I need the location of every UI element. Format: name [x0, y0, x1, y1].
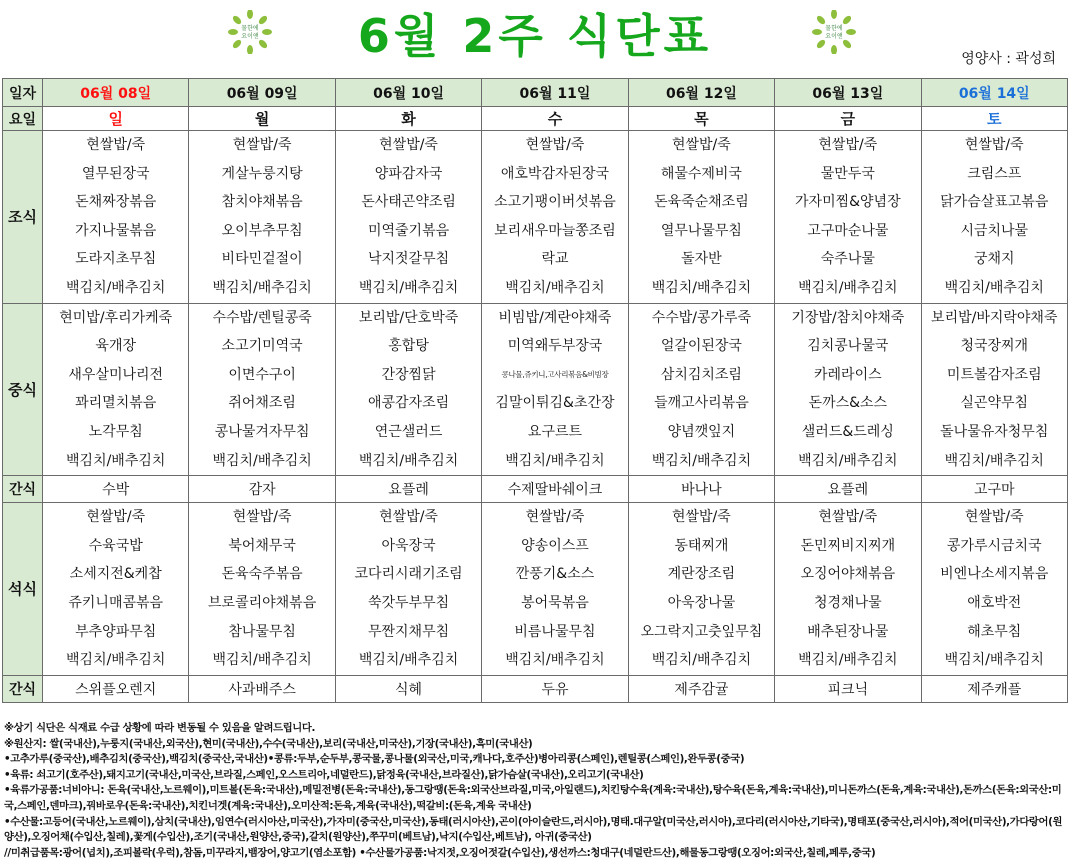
svg-text:요이앤: 요이앤 [825, 33, 843, 40]
menu-item: 꽈리멸치볶음 [75, 395, 157, 412]
menu-item: 물만두국 [820, 165, 875, 182]
dow-label: 요일 [3, 107, 43, 131]
menu-item: 고구마순나물 [807, 222, 889, 239]
menu-cell [189, 503, 335, 676]
dow-cell: 일 [43, 107, 189, 131]
menu-cell [335, 303, 481, 476]
menu-item: 노각무침 [88, 423, 143, 440]
menu-item: 쑥갓두부무침 [367, 594, 450, 611]
menu-item: 해물수제비국 [660, 165, 742, 182]
menu-item: 미역왜두부장국 [507, 338, 603, 355]
menu-cell [482, 303, 628, 476]
menu-item: 백김치/배추김치 [798, 652, 898, 669]
menu-item: 백김치/배추김치 [651, 452, 752, 469]
menu-item: 들깨고사리볶음 [654, 395, 749, 412]
note-line: •육류가공품:너비아니: 돈육(국내산,노르웨이),미트볼(돈육:국내산),메밀전병(돈육:국내산),동그랑땡(돈육:외국산브라질,미국,아일랜드),치킨탕수육(계육:국내산),탕수육(돈육,계육:국내산),미니돈까스(돈육,계육:국내산),돈까스(돈육:외국산:미국,스페인,덴마크),꿔바로우(돈육:국내산),치킨너겟(계육:국내산),오미산적:돈육,계육(국내산),떡갈비:(돈육,계육 국내산) [4, 784, 1062, 812]
menu-item: 깐풍기&소스 [515, 566, 595, 583]
menu-item: 아욱장국 [381, 537, 436, 554]
menu-item: 참나물무침 [228, 623, 296, 640]
menu-item: 돌자반 [681, 251, 722, 268]
menu-item: 백김치/배추김치 [212, 452, 312, 469]
menu-item: 오징어야채볶음 [800, 566, 896, 583]
date-cell: 06월 12일 [628, 79, 774, 107]
menu-item: 현쌀밥/죽 [525, 137, 585, 153]
menu-item: 도라지초무침 [75, 251, 157, 268]
menu-item: 백김치/배추김치 [944, 279, 1044, 296]
menu-item: 돈육죽순채조림 [654, 194, 749, 211]
menu-item: 백김치/배추김치 [212, 652, 312, 669]
dinner-row [3, 503, 1068, 676]
menu-item: 백김치/배추김치 [505, 452, 605, 469]
menu-item: 콩가루시금치국 [946, 537, 1042, 554]
menu-item: 비엔나소세지볶음 [940, 566, 1049, 583]
menu-item: 백김치/배추김치 [944, 452, 1044, 469]
origin-notes [4, 721, 1066, 861]
menu-item: 콩나물겨자무침 [214, 423, 310, 440]
menu-item: 애호박전 [967, 594, 1022, 611]
menu-cell [43, 503, 189, 676]
menu-item: 쥬키니매콤볶음 [68, 594, 164, 611]
menu-item: 현쌀밥/죽 [86, 137, 146, 153]
menu-cell [628, 131, 774, 304]
snack2-row [3, 675, 1068, 702]
menu-cell [43, 303, 189, 476]
snack-cell: 피크닉 [775, 675, 921, 702]
snack-cell: 제주캐플 [921, 675, 1067, 702]
dow-cell: 금 [775, 107, 921, 131]
svg-text:물한에: 물한에 [825, 25, 843, 32]
dinner-label: 석식 [3, 503, 43, 676]
menu-item: 새우살미나리전 [68, 366, 164, 383]
menu-cell [189, 131, 335, 304]
svg-text:요이앤: 요이앤 [241, 33, 259, 40]
snack-row [3, 476, 1068, 503]
menu-item: 참치야채볶음 [221, 194, 303, 211]
dow-row [3, 107, 1068, 131]
menu-item: 소세지전&케찹 [69, 566, 162, 583]
menu-item: 간장찜닭 [381, 366, 436, 383]
menu-cell [628, 303, 774, 476]
menu-item: 아욱장나물 [667, 594, 736, 611]
nutritionist-label: 영양사 : 곽성희 [961, 51, 1056, 67]
menu-item: 백김치/배추김치 [651, 279, 752, 296]
snack-cell: 두유 [482, 675, 628, 702]
menu-cell [775, 303, 921, 476]
menu-item: 돈민찌비지찌개 [800, 537, 896, 554]
menu-item: 백김치/배추김치 [505, 652, 605, 669]
menu-item: 청경채나물 [814, 594, 882, 611]
date-cell: 06월 09일 [189, 79, 335, 107]
menu-item: 무짠지채무침 [367, 623, 450, 640]
menu-table [2, 78, 1068, 703]
menu-item: 코다리시래기조림 [354, 566, 463, 583]
menu-item: 요구르트 [527, 423, 583, 440]
menu-item: 동태찌개 [674, 537, 729, 554]
note-line: ※상기 식단은 식재료 수급 상황에 따라 변동될 수 있음을 알려드립니다. [4, 722, 316, 734]
menu-item: 백김치/배추김치 [66, 279, 166, 296]
menu-item: 현미밥/후리가케죽 [59, 309, 173, 326]
menu-item: 현쌀밥/죽 [818, 137, 878, 153]
note-line: //미취급품목:광어(넙치),조피볼락(우럭),참돔,미꾸라지,뱀장어,양고기(염소포함) •수산물가공품:낙지젓,오징어젓갈(수입산),생선까스:청대구(네덜란드산),해물동그랑땡(오징어:외국산,칠레,페루,중국) [4, 846, 876, 859]
menu-item: 게살누룽지탕 [221, 165, 303, 182]
menu-item: 백김치/배추김치 [212, 279, 312, 296]
menu-item: 현쌀밥/죽 [232, 137, 292, 153]
menu-item: 소고기팽이버섯볶음 [494, 194, 616, 211]
menu-item: 카레라이스 [814, 366, 882, 383]
menu-item: 백김치/배추김치 [505, 279, 605, 296]
snack-cell: 고구마 [921, 476, 1067, 503]
date-cell: 06월 08일 [43, 79, 189, 107]
menu-cell [921, 503, 1067, 676]
menu-item: 삼치김치조림 [660, 366, 742, 383]
menu-item: 백김치/배추김치 [798, 452, 898, 469]
dow-cell: 월 [189, 107, 335, 131]
menu-item: 궁채지 [973, 251, 1015, 268]
menu-item: 돈까스&소스 [808, 395, 888, 412]
menu-item: 낙지젓갈무침 [367, 251, 450, 268]
page-title: 6월 2주 식단표 [357, 9, 713, 63]
menu-item: 열무된장국 [81, 165, 150, 182]
date-row [3, 79, 1068, 107]
lunch-label: 중식 [3, 303, 43, 476]
snack2-label: 간식 [3, 675, 43, 702]
menu-cell [628, 503, 774, 676]
menu-item: 이면수구이 [228, 366, 296, 383]
menu-item: 수수밥/렌틸콩죽 [212, 309, 312, 326]
menu-item: 현쌀밥/죽 [86, 509, 146, 526]
menu-item: 비타민겉절이 [221, 251, 303, 268]
menu-item: 애콩감자조림 [367, 395, 450, 412]
menu-item: 북어채무국 [228, 537, 296, 554]
menu-item: 쥐어채조림 [228, 395, 296, 412]
menu-cell [921, 303, 1067, 476]
menu-item: 보리밥/단호박죽 [358, 309, 459, 326]
menu-item: 시금치나물 [960, 222, 1029, 239]
menu-item: 부추양파무침 [75, 623, 157, 640]
menu-item: 샐러드&드레싱 [801, 423, 894, 440]
menu-item: 실곤약무침 [960, 395, 1029, 412]
menu-cell [775, 503, 921, 676]
menu-item: 닭가슴살표고볶음 [940, 194, 1049, 211]
menu-item: 오그락지고춧잎무침 [640, 623, 763, 640]
snack-cell: 감자 [189, 476, 335, 503]
menu-item: 백김치/배추김치 [651, 652, 752, 669]
menu-item: 김말이튀김&초간장 [495, 395, 615, 412]
menu-cell [482, 503, 628, 676]
menu-item: 락교 [541, 251, 569, 268]
menu-item: 배추된장나물 [807, 623, 889, 640]
menu-item: 청국장찌개 [960, 338, 1029, 355]
date-cell: 06월 14일 [921, 79, 1067, 107]
svg-text:물한에: 물한에 [241, 25, 259, 32]
menu-cell [335, 131, 481, 304]
menu-item: 백김치/배추김치 [944, 652, 1044, 669]
menu-item: 애호박감자된장국 [500, 165, 610, 182]
menu-cell [335, 503, 481, 676]
menu-item: 보리밥/바지락야채죽 [931, 309, 1058, 326]
breakfast-row [3, 131, 1068, 304]
snack-cell: 요플레 [335, 476, 481, 503]
menu-item: 양송이스프 [521, 537, 589, 554]
menu-cell [482, 131, 628, 304]
snack-cell: 제주감귤 [628, 675, 774, 702]
breakfast-label: 조식 [3, 131, 43, 304]
menu-item: 해초무침 [967, 623, 1022, 640]
menu-item: 백김치/배추김치 [66, 652, 166, 669]
date-label: 일자 [3, 79, 43, 107]
menu-item: 현쌀밥/죽 [818, 509, 878, 526]
menu-cell [43, 131, 189, 304]
menu-item: 열무나물무침 [660, 222, 742, 239]
dow-cell: 화 [335, 107, 481, 131]
menu-item: 홍합탕 [388, 338, 429, 355]
dow-cell: 토 [921, 107, 1067, 131]
menu-item: 수육국밥 [88, 537, 143, 554]
menu-item: 얼갈이된장국 [660, 338, 742, 355]
date-cell: 06월 13일 [775, 79, 921, 107]
menu-item: 돈육숙주볶음 [221, 566, 303, 583]
menu-item: 백김치/배추김치 [358, 279, 459, 296]
menu-item: 현쌀밥/죽 [964, 509, 1024, 526]
menu-item: 콩나물,쥬키니,고사리볶음&비빔장 [501, 369, 609, 379]
dow-cell: 수 [482, 107, 628, 131]
menu-item: 브로콜리야채볶음 [208, 594, 317, 611]
menu-item: 양파감자국 [374, 165, 443, 182]
menu-cell [189, 303, 335, 476]
menu-item: 육개장 [95, 338, 136, 355]
menu-item: 돈사태곤약조림 [361, 194, 456, 211]
menu-item: 비름나물무침 [514, 623, 596, 640]
menu-item: 계란장조림 [667, 566, 736, 583]
menu-item: 돌나물유자청무침 [940, 423, 1049, 440]
logo-icon [812, 10, 856, 54]
menu-cell [921, 131, 1067, 304]
dow-cell: 목 [628, 107, 774, 131]
lunch-row [3, 303, 1068, 476]
menu-item: 기장밥/참치야채죽 [791, 309, 905, 326]
snack-cell: 수제딸바쉐이크 [482, 476, 628, 503]
note-line: •육류: 쇠고기(호주산),돼지고기(국내산,미국산,브라질,스페인,오스트리아,네덜란드),닭정육(국내산,브라질산),닭가슴살(국내산),오리고기(국내산) [4, 768, 644, 781]
snack-cell: 사과배주스 [189, 675, 335, 702]
snack-cell: 바나나 [628, 476, 774, 503]
menu-item: 현쌀밥/죽 [379, 509, 438, 526]
menu-item: 양념깻잎지 [667, 423, 736, 440]
menu-item: 보리새우마늘쫑조림 [494, 222, 616, 239]
menu-cell [775, 131, 921, 304]
menu-item: 현쌀밥/죽 [525, 509, 585, 526]
menu-item: 현쌀밥/죽 [379, 137, 438, 153]
menu-item: 현쌀밥/죽 [232, 509, 292, 526]
snack-cell: 식혜 [335, 675, 481, 702]
snack-cell: 스위플오렌지 [43, 675, 189, 702]
menu-item: 백김치/배추김치 [358, 452, 459, 469]
note-line: •수산물:고등어(국내산,노르웨이),삼치(국내산),임연수(러시아산,미국산),가자미(중국산,미국산),동태(러시아산),곤이(아이슬란드,러시아),명태.대구알(미국산,러시아),코다리(러시아산,기타국),명태포(중국산,러시아),적어(미국산),가다랑어(원양산),오징어채(수입산,칠레),꽃게(수입산),조기(국내산,원양산,중국),갈치(원양산),쭈꾸미(베트남),낙지(수입산,베트남), 아귀(중국산) [4, 815, 1063, 844]
menu-item: 비빔밥/계란야채죽 [498, 309, 612, 326]
snack-cell: 요플레 [775, 476, 921, 503]
date-cell: 06월 11일 [482, 79, 628, 107]
date-cell: 06월 10일 [335, 79, 481, 107]
menu-item: 가지나물볶음 [75, 222, 157, 239]
menu-item: 소고기미역국 [221, 338, 303, 355]
snack-cell: 수박 [43, 476, 189, 503]
menu-item: 백김치/배추김치 [798, 279, 898, 296]
note-line: ※원산지: 쌀(국내산),누룽지(국내산,외국산),현미(국내산),수수(국내산),보리(국내산,미국산),기장(국내산),흑미(국내산) [4, 737, 533, 750]
menu-item: 수수밥/콩가루죽 [651, 309, 752, 326]
menu-item: 미역줄기볶음 [367, 222, 450, 239]
menu-item: 숙주나물 [820, 251, 875, 268]
menu-item: 돈채짜장볶음 [75, 194, 157, 211]
menu-item: 봉어묵볶음 [521, 594, 589, 611]
header [0, 0, 1070, 76]
note-line: •고추가루(중국산),배추김치(중국산),백김치(중국산,국내산)•콩류:두부,순두부,콩국물,콩나물(외국산,미국,캐나다,호주산)병아리콩(스페인),렌틸콩(스페인),완두콩(중국) [4, 753, 745, 766]
menu-item: 현쌀밥/죽 [671, 137, 731, 153]
menu-item: 백김치/배추김치 [358, 652, 459, 669]
menu-item: 크림스프 [967, 165, 1022, 182]
menu-item: 현쌀밥/죽 [671, 509, 731, 526]
snack-label: 간식 [3, 476, 43, 503]
menu-item: 가자미찜&양념장 [795, 194, 901, 211]
menu-item: 백김치/배추김치 [66, 452, 166, 469]
menu-item: 김치콩나물국 [807, 338, 889, 355]
menu-item: 오이부추무침 [221, 222, 303, 239]
menu-item: 미트볼감자조림 [946, 366, 1042, 383]
menu-item: 연근샐러드 [374, 423, 443, 440]
menu-item: 현쌀밥/죽 [964, 137, 1024, 153]
